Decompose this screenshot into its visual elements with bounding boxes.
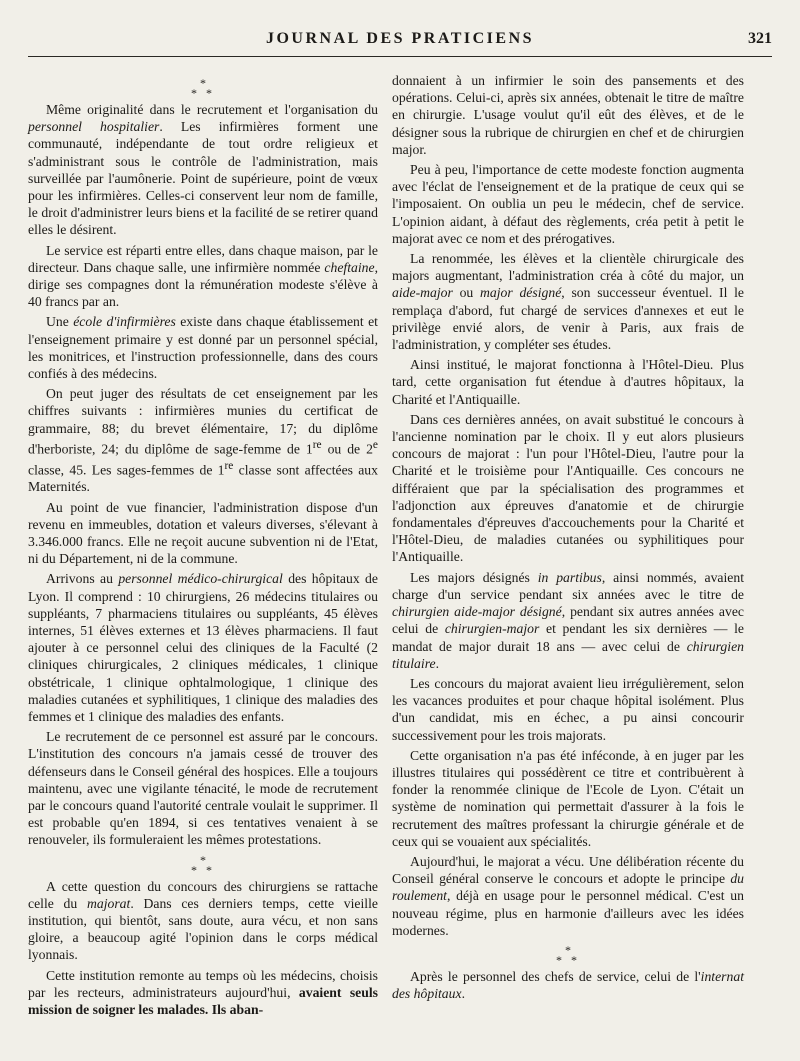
page-number: 321 xyxy=(748,30,772,47)
paragraph: Le recrutement de ce personnel est assuré par le concours. L'institution des concours n'a jamais cessé de trouver des défenseurs dans le Conseil général des hospices. Elle a toujours maintenu, avec une vigilante ténacité, le mode de recrutement par le concours quand l'autorité centrale voulait le supprimer. Il est probable qu'en 1894, si ces tentatives venaient à se renouveler, ils formuleraient les mêmes protestations. xyxy=(28,729,378,848)
paragraph: On peut juger des résultats de cet enseignement par les chiffres suivants : infirmières munies du certificat de grammaire, 88; du brevet élémentaire, 17; du diplôme d'herboriste, 24; du diplôme de sage-femme de 1re ou de 2e classe, 45. Les sages-femmes de 1re classe sont affectées aux Maternités. xyxy=(28,386,378,495)
paragraph: Peu à peu, l'importance de cette modeste fonction augmenta avec l'éclat de l'enseignement et de la pratique de ceux qui se l'imposaient. On oublia un peu le médecin, chef de service. L'opinion aidant, à défaut des règlements, créa petit à petit le majorat avec ce nom et des prérogatives. xyxy=(392,162,744,246)
paragraph: Une école d'infirmières existe dans chaque établissement et l'enseignement primaire y est donné par un personnel spécial, les monitrices, et l'instruction professionnelle, dans des cours confiés à des médecins. xyxy=(28,314,378,382)
right-column xyxy=(392,72,744,1005)
paragraph: La renommée, les élèves et la clientèle chirurgicale des majors augmentant, l'administration créa à côté du major, un aide-major ou major désigné, son successeur éventuel. Il le remplaça d'abord, fut chargé de services d'annexes et eut le privilège envié alors, de venir à Paris, aux frais de l'administration, y compléter ses études. xyxy=(392,251,744,353)
page-header xyxy=(28,26,772,57)
paragraph: Au point de vue financier, l'administration dispose d'un revenu en immeubles, dotation et valeurs diverses, s'élevant à 3.346.000 francs. Elle ne reçoit aucune subvention ni de l'Etat, ni du Département, ni de la commune. xyxy=(28,499,378,567)
paragraph: Cette institution remonte au temps où les médecins, choisis par les recteurs, administrateurs aujourd'hui, avaient seuls mission de soigner les malades. Ils aban- xyxy=(28,967,378,1018)
paragraph: Dans ces dernières années, on avait substitué le concours à l'ancienne nomination par le choix. Il y eut alors plusieurs concours de majorat : l'un pour l'Hôtel-Dieu, l'autre pour la Charité et le troisième pour l'Antiquaille. Ces concours ne différaient que par la spécialisation des programmes et l'adjonction aux épreuves d'anatomie et de chirurgie fondamentales d'épreuves d'accouchements pour la Charité et l'Hôtel-Dieu, de maladies cutanées ou syphilitiques pour l'Antiquaille. xyxy=(392,411,744,565)
section-separator: * * * xyxy=(191,852,215,877)
paragraph: Même originalité dans le recrutement et l'organisation du personnel hospitalier. Les infirmières forment une communauté, indépendante de tout ordre religieux et s'administrant sous le contrôle de l'administration, mais surveillée par l'aumônerie. Point de supérieure, point de vœux pour les infirmières. Celles-ci conservent leur nom de famille, le droit d'administrer leurs biens et la facilité de se retirer quand elles le désirent. xyxy=(28,102,379,238)
paragraph: A cette question du concours des chirurgiens se rattache celle du majorat. Dans ces derniers temps, cette vieille institution, qui bientôt, sans doute, aura vécu, et non sans gloire, a beaucoup agité l'opinion dans le corps médical lyonnais. xyxy=(28,878,378,963)
section-separator: * * * xyxy=(191,76,215,100)
paragraph: Le service est réparti entre elles, dans chaque maison, par le directeur. Dans chaque salle, une infirmière nommée cheftaine, dirige ses compagnes dont la rémunération modeste s'élève à 40 francs par an. xyxy=(28,242,378,310)
left-column xyxy=(28,72,378,1021)
paragraph: Les majors désignés in partibus, ainsi nommés, avaient charge d'un service pendant six années avec le titre de chirurgien aide-major désigné, pendant six autres années avec celui de chirurgien-major et pendant les six dernières — le mandat de major durait 18 ans — avec celui de chirurgien titulaire. xyxy=(392,569,745,671)
paragraph: donnaient à un infirmier le soin des pansements et des opérations. Celui-ci, après six années, obtenait le titre de maître en chirurgie. L'usage voulut qu'il eût des élèves, et de le désigner sous la rubrique de chirurgien en chef et de chirurgien major. xyxy=(392,73,744,157)
paragraph: Cette organisation n'a pas été inféconde, à en juger par les illustres titulaires qui possédèrent ce titre et contribuèrent à fonder la renommée clinique de l'Ecole de Lyon. C'était un système de nomination qui permettait d'assurer à la fois le recrutement des maîtres professant la chirurgie générale et de ceux qui se vouaient aux spécialités. xyxy=(392,747,744,849)
paragraph: Aujourd'hui, le majorat a vécu. Une délibération récente du Conseil général conserve le concours et adopte le principe du roulement, déjà en usage pour le personnel médical. C'est un nouveau régime, plus en harmonie d'ailleurs avec les idées modernes. xyxy=(392,853,744,938)
paragraph: Après le personnel des chefs de service, celui de l'internat des hôpitaux. xyxy=(392,968,744,1002)
paragraph: Arrivons au personnel médico-chirurgical des hôpitaux de Lyon. Il comprend : 10 chirurgiens, 26 médecins titulaires ou suppléants, 7 pharmaciens titulaires ou suppléants, 45 élèves internes, 51 élèves externes et 13 élèves pharmaciens. Il faut ajouter à ce personnel celui des cliniques de la Faculté (2 cliniques chirurgicales, 2 cliniques médicales, 1 clinique obstétricale, 1 clinique ophtalmologique, 1 clinique des maladies cutanées et syphilitiques, 1 clinique des maladies des femmes et 1 clinique des maladies des enfants. xyxy=(28,571,378,725)
paragraph: Ainsi institué, le majorat fonctionna à l'Hôtel-Dieu. Plus tard, cette organisation fut étendue à d'autres hôpitaux, la Charité et l'Antiquaille. xyxy=(392,357,744,407)
section-separator: * * * xyxy=(556,942,580,967)
paragraph: Les concours du majorat avaient lieu irrégulièrement, selon les vacances produites et pour chaque hôpital isolément. Plus d'un candidat, mis en échec, a pu ainsi concourir successivement pour les trois majorats. xyxy=(392,675,744,743)
running-head: JOURNAL DES PRATICIENS xyxy=(265,30,535,47)
